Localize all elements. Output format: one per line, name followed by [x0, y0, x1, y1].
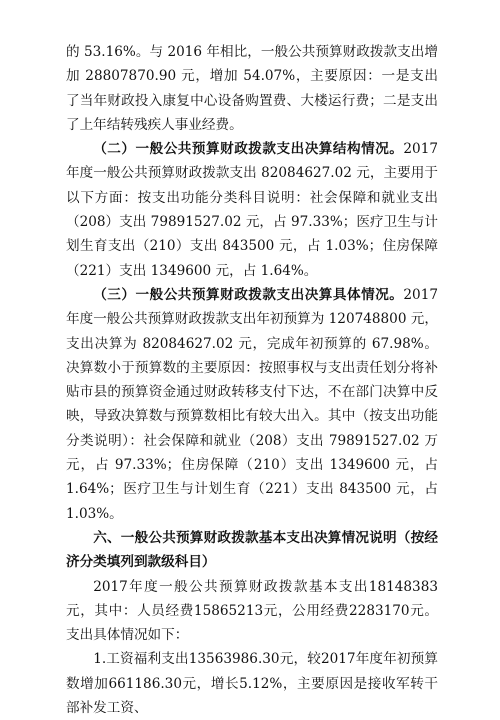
list-item-1: 1.工资福利支出13563986.30元，较2017年度年初预算数增加661186.30元，增长5.12%，主要原因是接收军转干部补发工资、	[66, 651, 438, 717]
section-3-paragraph	[66, 283, 438, 526]
document-page	[66, 40, 438, 720]
section-6-body: 2017年度一般公共预算财政拨款基本支出18148383元，其中：人员经费15865213元，公用经费2283170元。支出具体情况如下：	[66, 578, 438, 644]
section-3-body: 2017 年度一般公共预算财政拨款支出年初预算为 120748800 元，支出决算为 82084627.02 元，完成年初预算的 67.98%。决算数小于预算数的主要原因：按照事权与支出责任划分将补贴市县的预算资金通过财政转移支付下达，不在部门决算中反映，导致决算数与预算数相比有较大出入。其中（按支出功能分类说明）：社会保障和就业（208）支出 79891527.02 万元，占 97.33%；住房保障（210）支出 1349600 元，占 1.64%；医疗卫生与计划生育（221）支出 843500 元，占 1.03%。	[66, 286, 438, 522]
section-2-paragraph	[66, 137, 438, 283]
section-6-heading: 六、一般公共预算财政拨款基本支出决算情况说明（按经济分类填列到款级科目）	[66, 529, 438, 571]
section-2-heading: （二）一般公共预算财政拨款支出决算结构情况。	[93, 141, 404, 158]
section-2-body: 2017 年度一般公共预算财政拨款支出 82084627.02 元，主要用于以下方面：按支出功能分类科目说明：社会保障和就业支出（208）支出 79891527.02 元，占 97.33%；医疗卫生与计划生育支出（210）支出 843500 元，占 1.03%；住房保障（221）支出 1349600 元，占 1.64%。	[66, 141, 438, 279]
section-3-heading: （三）一般公共预算财政拨款支出决算具体情况。	[93, 286, 404, 303]
paragraph-expenditure-comparison: 的 53.16%。与 2016 年相比，一般公共预算财政拨款支出增加 28807870.90 元，增加 54.07%，主要原因：一是支出了当年财政投入康复中心设备购置费、大楼运行费；二是支出了上年结转残疾人事业经费。	[66, 44, 438, 133]
